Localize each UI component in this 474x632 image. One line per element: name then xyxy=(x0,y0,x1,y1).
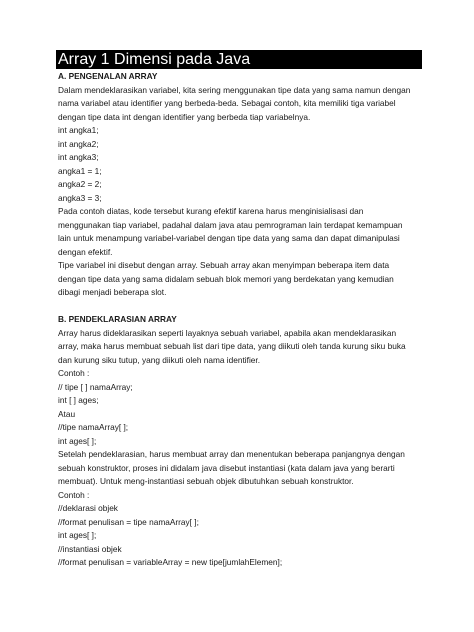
text-line: lain untuk menampung variabel-variabel dengan tipe data yang sama dan dapat dimanipulasi xyxy=(58,233,400,243)
text-line: int ages[ ]; xyxy=(58,530,97,540)
text-line: Atau xyxy=(58,408,76,419)
text-line: membuat). Untuk meng-instantiasi sebuah objek dibutuhkan sebuah konstruktor. xyxy=(58,476,354,486)
text-line: menggunakan tiap variabel, padahal dalam java atau pemrograman lain terdapat kemampuan xyxy=(58,219,403,230)
text-line: //deklarasi objek xyxy=(58,503,118,513)
text-line: //format penulisan = tipe namaArray[ ]; xyxy=(58,516,199,527)
text-line: Array harus dideklarasikan seperti layaknya sebuah variabel, apabila akan mendeklarasikan xyxy=(58,327,397,338)
text-line: Contoh : xyxy=(58,489,90,500)
text-line: //instantiasi objek xyxy=(58,543,122,554)
text-line: angka3 = 3; xyxy=(58,192,102,203)
text-line: dengan efektif. xyxy=(58,246,113,257)
text-line: Setelah pendeklarasian, harus membuat array dan menentukan beberapa panjangnya dengan xyxy=(58,449,405,459)
text-line: //format penulisan = variableArray = new tipe[jumlahElemen]; xyxy=(58,557,283,567)
text-line: Pada contoh diatas, kode tersebut kurang efektif karena harus menginisialisasi dan xyxy=(58,206,364,216)
text-line: dengan tipe data int dengan identifier yang berbeda tiap variabelnya. xyxy=(58,111,311,122)
text-line: array, maka harus membuat sebuah list dari tipe data, yang diikuti oleh tanda kurung siku buka xyxy=(58,341,406,351)
text-line: Dalam mendeklarasikan variabel, kita sering menggunakan tipe data yang sama namun dengan xyxy=(58,84,411,95)
text-line: angka2 = 2; xyxy=(58,179,102,189)
text-line: Contoh : xyxy=(58,368,90,378)
text-line: int angka3; xyxy=(58,152,99,162)
text-line: nama variabel atau identifier yang berbeda-beda. Sebagai contoh, kita memiliki tiga variabel xyxy=(58,98,396,108)
document-body xyxy=(58,70,420,570)
text-line: dengan tipe data yang sama didalam sebuah blok memori yang berdekatan yang kemudian xyxy=(58,273,394,284)
text-line: dan kurung siku tutup, yang diikuti oleh nama identifier. xyxy=(58,354,261,365)
section-heading: B. PENDEKLARASIAN ARRAY xyxy=(58,314,177,324)
text-line: int [ ] ages; xyxy=(58,395,99,405)
text-line: // tipe [ ] namaArray; xyxy=(58,381,133,392)
section-heading: A. PENGENALAN ARRAY xyxy=(58,71,158,81)
text-line: int angka2; xyxy=(58,138,99,149)
text-line: int ages[ ]; xyxy=(58,435,97,446)
text-line: sebuah konstruktor, proses ini didalam java disebut instantiasi (kata dalam java yang berarti xyxy=(58,462,395,473)
paragraph-gap xyxy=(58,300,420,314)
text-line: //tipe namaArray[ ]; xyxy=(58,422,129,432)
page-title: Array 1 Dimensi pada Java xyxy=(56,50,422,69)
text-line: dibagi menjadi beberapa slot. xyxy=(58,287,167,297)
text-line: int angka1; xyxy=(58,125,99,135)
text-line: Tipe variabel ini disebut dengan array. Sebuah array akan menyimpan beberapa item data xyxy=(58,260,390,270)
text-line: angka1 = 1; xyxy=(58,165,102,176)
